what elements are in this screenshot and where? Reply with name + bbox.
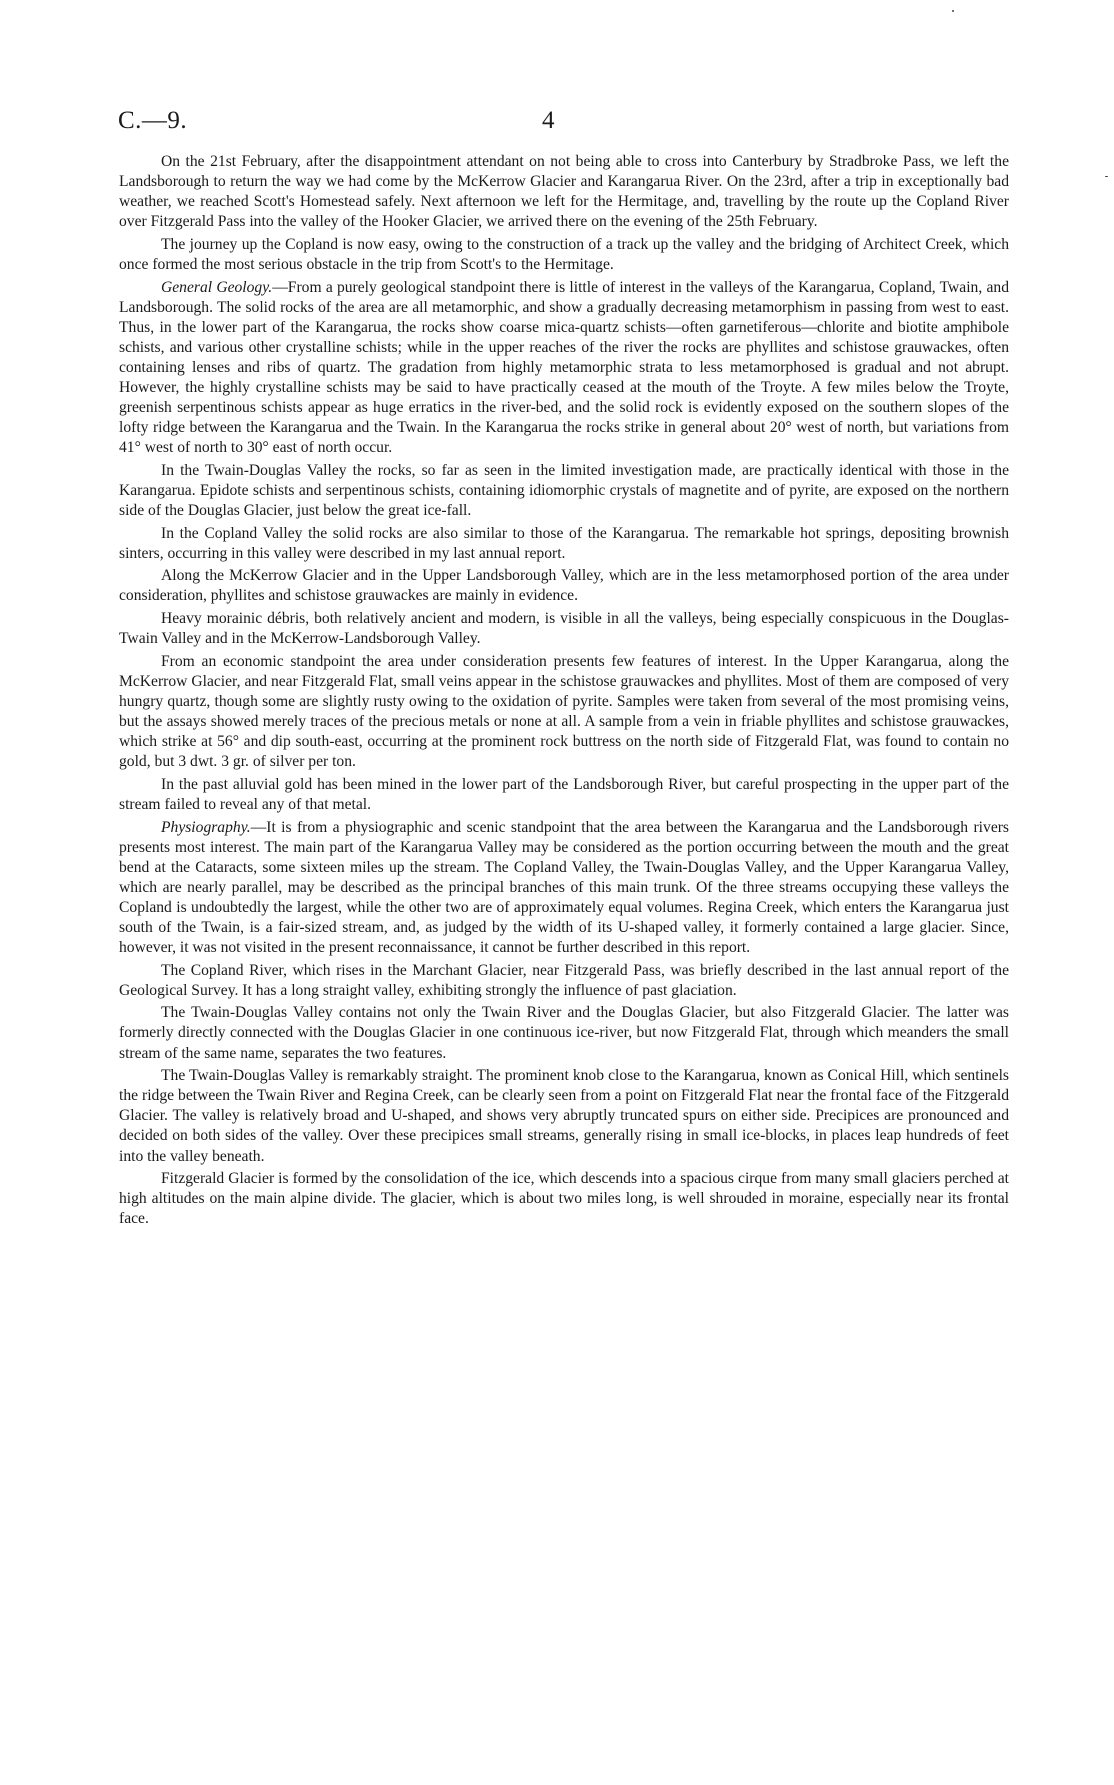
paragraph-text: —From a purely geological standpoint there is little of interest in the valleys of the Karangarua, Copland, Twain, and Landsborough. The solid rocks of the area are all metamorphic, and show a gradually decreasing metamorphism in passing from west to east. Thus, in the lower part of the Karangarua, the rocks show coarse mica-quartz schists—often garnetiferous—chlorite and biotite amphibole schists, and various other crystalline schists; while in the upper reaches of the river the rocks are phyllites and schistose grauwackes, often containing lenses and ribs of quartz. The gradation from highly metamorphic strata to less metamorphosed is gradual and not abrupt. However, the highly crystalline schists may be said to have practically ceased at the mouth of the Troyte. A few miles below the Troyte, greenish serpentinous schists appear as huge erratics in the river-bed, and the solid rock is evidently exposed on the southern slopes of the lofty ridge between the Karangarua and the Twain. In the Karangarua the rocks strike in general about 20° west of north, but variations from 41° west of north to 30° east of north occur. (119, 278, 1009, 457)
paragraph (119, 1169, 1009, 1229)
paragraph-text: Heavy morainic débris, both relatively ancient and modern, is visible in all the valleys, being especially conspicuous in the Douglas-Twain Valley and in the McKerrow-Landsborough Valley. (119, 610, 1009, 648)
page-number: 4 (542, 107, 555, 134)
section-heading-general-geology: General Geology. (161, 278, 273, 296)
paragraph (119, 609, 1009, 649)
paragraph (119, 1066, 1009, 1166)
paragraph-text: The Copland River, which rises in the Marchant Glacier, near Fitzgerald Pass, was briefly described in the last annual report of the Geological Survey. It has a long straight valley, exhibiting strongly the influence of past glaciation. (119, 961, 1009, 999)
paragraph-text: In the Copland Valley the solid rocks are also similar to those of the Karangarua. The remarkable hot springs, depositing brownish sinters, occurring in this valley were described in my last annual report. (119, 524, 1009, 562)
paragraph-text: The journey up the Copland is now easy, owing to the construction of a track up the valley and the bridging of Architect Creek, which once formed the most serious obstacle in the trip from Scott's to the Hermitage. (119, 235, 1009, 273)
paragraph-text: The Twain-Douglas Valley is remarkably straight. The prominent knob close to the Karangarua, known as Conical Hill, which sentinels the ridge between the Twain River and Regina Creek, can be clearly seen from a point on Fitzgerald Flat near the frontal face of the Fitzgerald Glacier. The valley is relatively broad and U-shaped, and shows very abruptly truncated spurs on either side. Precipices are pronounced and decided on both sides of the valley. Over these precipices small streams, generally rising in small ice-blocks, in places leap hundreds of feet into the valley beneath. (119, 1067, 1009, 1165)
paragraph-text: Fitzgerald Glacier is formed by the consolidation of the ice, which descends into a spacious cirque from many small glaciers perched at high altitudes on the main alpine divide. The glacier, which is about two miles long, is well shrouded in moraine, especially near its frontal face. (119, 1170, 1009, 1228)
paragraph-text: On the 21st February, after the disappointment attendant on not being able to cross into Canterbury by Stradbroke Pass, we left the Landsborough to return the way we had come by the McKerrow Glacier and Karangarua River. On the 23rd, after a trip in exceptionally bad weather, we reached Scott's Homestead safely. Next afternoon we left for the Hermitage, and, travelling by the route up the Copland River over Fitzgerald Pass into the valley of the Hooker Glacier, we arrived there on the evening of the 25th February. (119, 153, 1009, 231)
paragraph-text: From an economic standpoint the area under consideration presents few features of interest. In the Upper Karangarua, along the McKerrow Glacier, and near Fitzgerald Flat, small veins appear in the schistose grauwackes and phyllites. Most of them are composed of very hungry quartz, though some are slightly rusty owing to the oxidation of pyrite. Samples were taken from several of the most promising veins, but the assays showed merely traces of the precious metals or none at all. A sample from a vein in friable phyllites and schistose grauwackes, which strike at 56° and dip south-east, occurring at the prominent rock buttress on the north side of Fitzgerald Flat, was found to contain no gold, but 3 dwt. 3 gr. of silver per ton. (119, 652, 1009, 771)
paragraph (119, 152, 1009, 232)
paragraph-text: —It is from a physiographic and scenic standpoint that the area between the Karangarua and the Landsborough rivers presents most interest. The main part of the Karangarua Valley may be considered as the portion occurring between the mouth and the great bend at the Cataracts, some sixteen miles up the stream. The Copland Valley, the Twain-Douglas Valley, and the Upper Karangarua Valley, which are nearly parallel, may be described as the principal branches of this main trunk. Of the three streams occupying these valleys the Copland is undoubtedly the largest, while the other two are of approximately equal volumes. Regina Creek, which enters the Karangarua just south of the Twain, is a fair-sized stream, and, as judged by the width of its U-shaped valley, it formerly contained a large glacier. Since, however, it was not visited in the present reconnaissance, it cannot be further described in this report. (119, 818, 1009, 957)
paragraph-physiography (119, 818, 1009, 959)
paragraph (119, 235, 1009, 275)
paragraph-general-geology (119, 278, 1009, 459)
paragraph (119, 961, 1009, 1001)
paragraph (119, 524, 1009, 564)
paragraph (119, 566, 1009, 606)
paragraph (119, 652, 1009, 773)
paragraph-text: In the past alluvial gold has been mined in the lower part of the Landsborough River, but careful prospecting in the upper part of the stream failed to reveal any of that metal. (119, 775, 1009, 813)
report-reference: C.—9. (118, 107, 188, 134)
paragraph-text: Along the McKerrow Glacier and in the Upper Landsborough Valley, which are in the less metamorphosed portion of the area under consideration, phyllites and schistose grauwackes are mainly in evidence. (119, 567, 1009, 605)
paragraph (119, 1003, 1009, 1063)
scan-speck (1105, 176, 1108, 177)
body-text (119, 152, 1009, 1232)
section-heading-physiography: Physiography. (161, 818, 251, 836)
paragraph-text: In the Twain-Douglas Valley the rocks, so far as seen in the limited investigation made, are practically identical with those in the Karangarua. Epidote schists and serpentinous schists, containing idiomorphic crystals of magnetite and of pyrite, are exposed on the northern side of the Douglas Glacier, just below the great ice-fall. (119, 461, 1009, 520)
paragraph (119, 461, 1009, 521)
scan-speck (952, 10, 954, 12)
paragraph (119, 775, 1009, 815)
paragraph-text: The Twain-Douglas Valley contains not only the Twain River and the Douglas Glacier, but also Fitzgerald Glacier. The latter was formerly directly connected with the Douglas Glacier in one continuous ice-river, but now Fitzgerald Flat, through which meanders the small stream of the same name, separates the two features. (119, 1004, 1009, 1062)
page-header (118, 104, 555, 138)
